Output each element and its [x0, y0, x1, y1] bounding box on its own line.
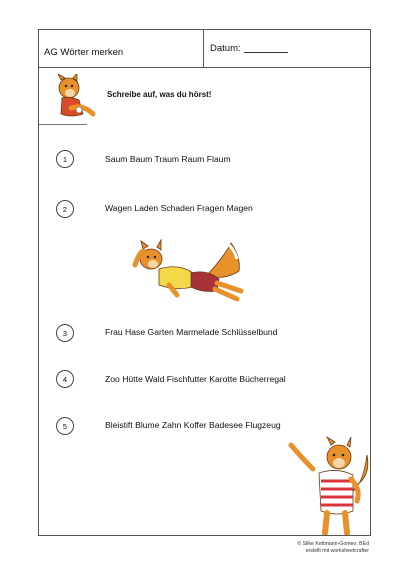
date-line: [244, 52, 288, 53]
instruction-underline: [39, 124, 87, 125]
instruction-text: Schreibe auf, was du hörst!: [107, 90, 212, 99]
worksheet: [38, 29, 371, 536]
copyright-footer: [297, 541, 369, 555]
exercise-number: 5: [56, 417, 74, 435]
exercise-words: Wagen Laden Schaden Fragen Magen: [105, 203, 253, 213]
exercise-number: 1: [56, 150, 74, 168]
exercise-words: Bleistift Blume Zahn Koffer Badesee Flugzeug: [105, 420, 281, 430]
worksheet-header: [39, 30, 370, 68]
fox-standing-illustration: [287, 435, 371, 535]
copyright-line: © Silke Kettmann-Gomeo, BEd: [297, 541, 369, 547]
exercise-words: Saum Baum Traum Raum Flaum: [105, 154, 231, 164]
exercise-words: Zoo Hütte Wald Fischfutter Karotte Bücherregal: [105, 374, 286, 384]
fox-lying-illustration: [129, 235, 249, 303]
header-divider: [203, 30, 204, 68]
creator-line: erstellt mit worksheetcrafter: [305, 548, 369, 554]
exercise-number: 4: [56, 370, 74, 388]
date-label: Datum:: [210, 43, 241, 54]
exercise-number: 3: [56, 324, 74, 342]
exercise-number: 2: [56, 200, 74, 218]
worksheet-title: AG Wörter merken: [44, 47, 124, 58]
fox-leaning-illustration: [49, 74, 97, 126]
exercise-words: Frau Hase Garten Marmelade Schlüsselbund: [105, 327, 278, 337]
